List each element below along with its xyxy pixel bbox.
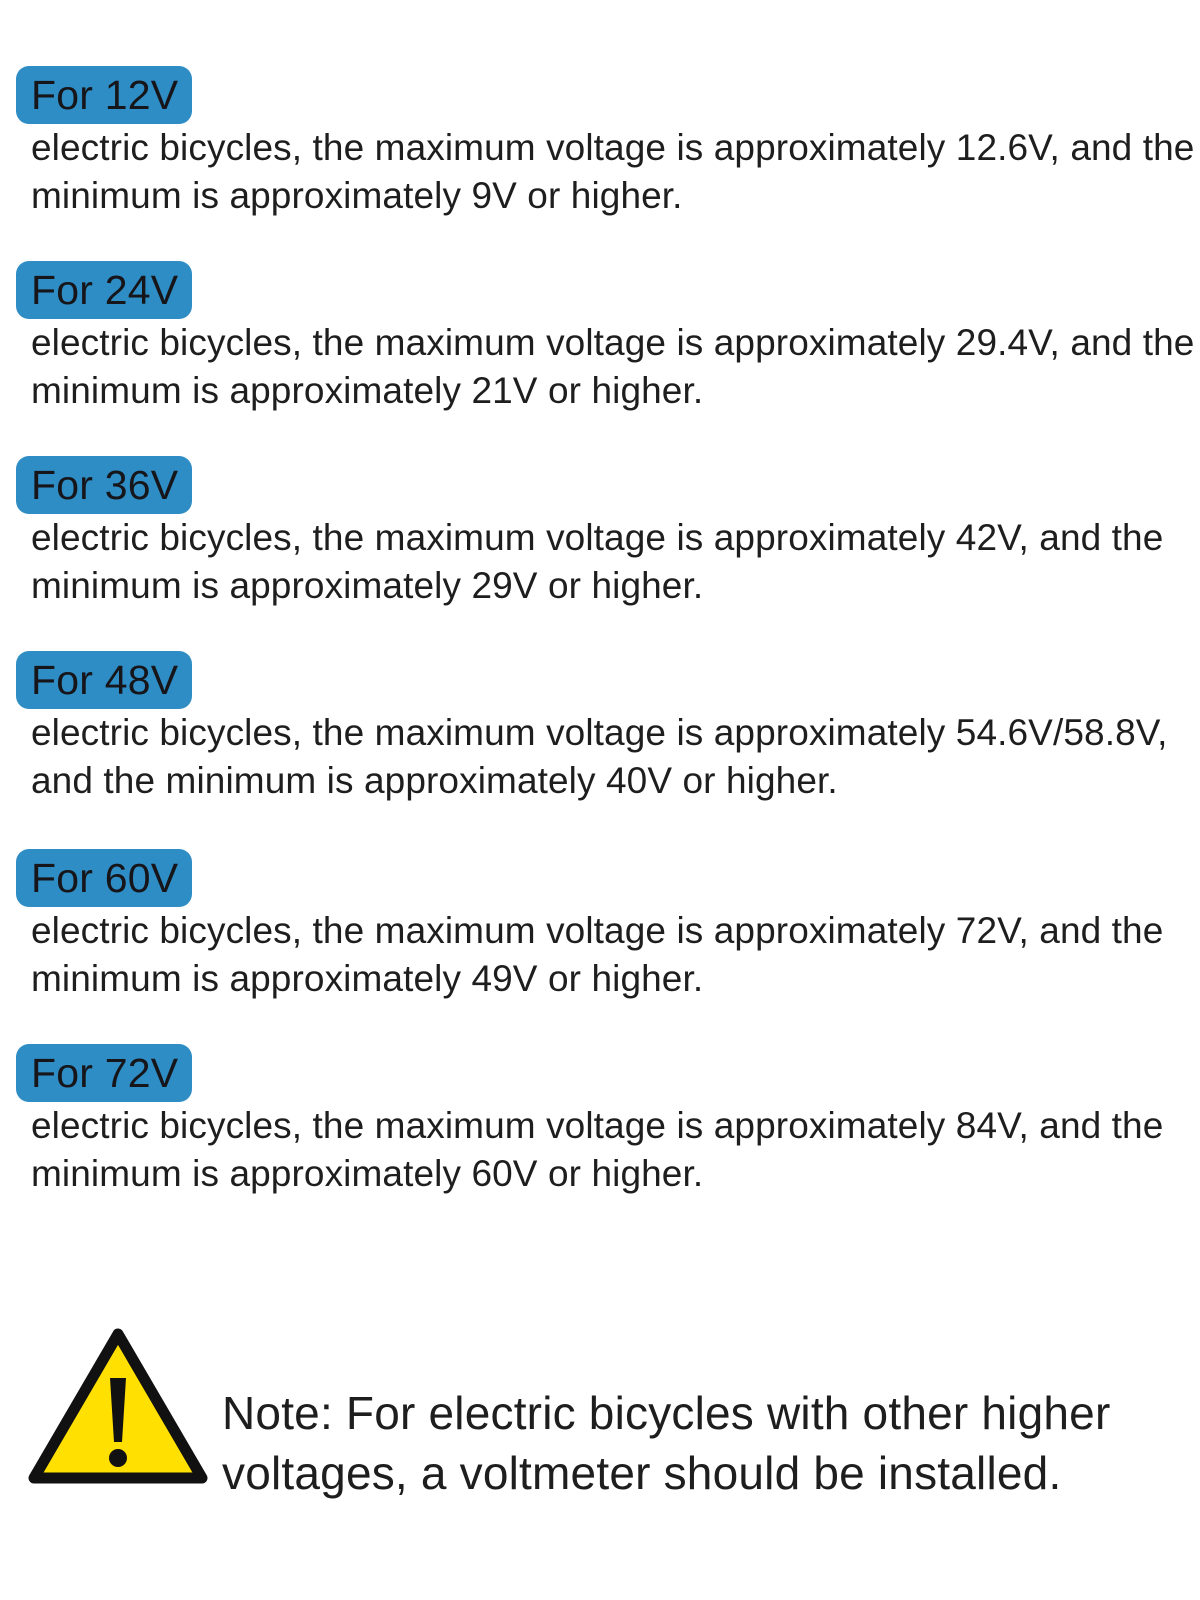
voltage-entry-24v (16, 261, 1200, 415)
voltage-entry-12v (16, 66, 1200, 220)
voltage-entry-48v (16, 651, 1200, 805)
voltage-entry-60v (16, 849, 1200, 1003)
voltage-description: electric bicycles, the maximum voltage is approximately 54.6V/58.8V, and the minimum is approximately 40V or higher. (31, 712, 1168, 801)
voltage-entry-72v (16, 1044, 1200, 1198)
voltage-badge: For 72V (16, 1044, 192, 1102)
voltage-badge: For 48V (16, 651, 192, 709)
voltage-badge: For 60V (16, 849, 192, 907)
voltage-description: electric bicycles, the maximum voltage is approximately 29.4V, and the minimum is approximately 21V or higher. (31, 322, 1195, 411)
voltmeter-note (26, 1328, 1200, 1499)
voltage-description: electric bicycles, the maximum voltage is approximately 72V, and the minimum is approximately 49V or higher. (31, 910, 1164, 999)
warning-icon (26, 1326, 210, 1486)
voltage-badge: For 24V (16, 261, 192, 319)
voltage-badge: For 12V (16, 66, 192, 124)
voltage-description: electric bicycles, the maximum voltage is approximately 42V, and the minimum is approximately 29V or higher. (31, 517, 1164, 606)
note-text: Note: For electric bicycles with other higher voltages, a voltmeter should be installed. (222, 1387, 1111, 1499)
voltage-description: electric bicycles, the maximum voltage is approximately 12.6V, and the minimum is approximately 9V or higher. (31, 127, 1195, 216)
voltage-description: electric bicycles, the maximum voltage is approximately 84V, and the minimum is approximately 60V or higher. (31, 1105, 1164, 1194)
voltage-entry-36v (16, 456, 1200, 610)
voltage-badge: For 36V (16, 456, 192, 514)
